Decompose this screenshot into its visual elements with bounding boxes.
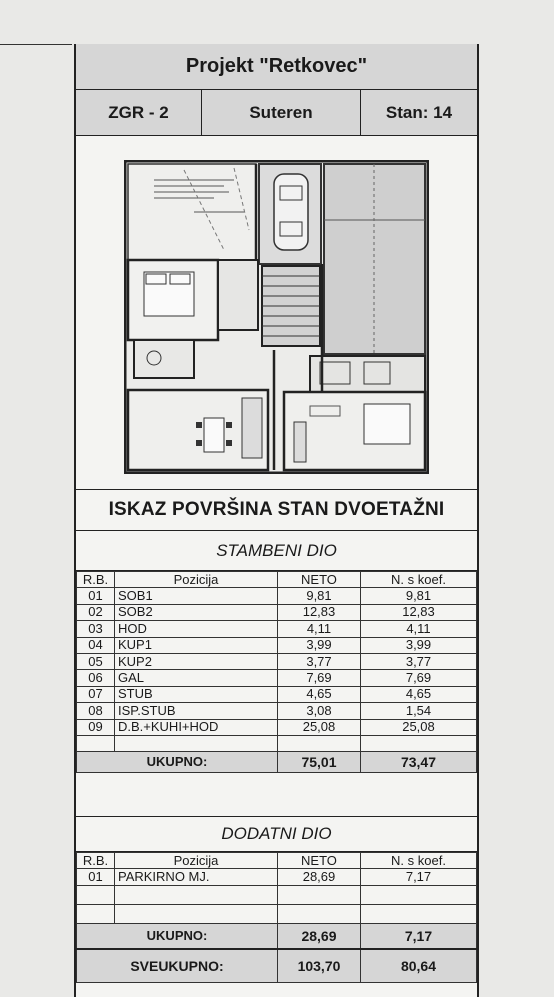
col-pozicija: Pozicija (115, 572, 278, 588)
dodatni-title: DODATNI DIO (221, 824, 332, 843)
stambeni-title: STAMBENI DIO (216, 540, 337, 560)
koef: 3,99 (361, 637, 477, 653)
iskaz-title-row (76, 489, 477, 531)
project-title: Projekt "Retkovec" (185, 55, 368, 77)
col-rb: R.B. (77, 853, 115, 869)
rb: 05 (77, 653, 115, 669)
project-title-row (76, 44, 477, 90)
stambeni-header-row (77, 572, 477, 588)
table-row (77, 621, 477, 637)
pozicija: HOD (115, 621, 278, 637)
table-row (77, 686, 477, 702)
rb: 07 (77, 686, 115, 702)
col-rb: R.B. (77, 572, 115, 588)
dodatni-section-row (76, 816, 477, 852)
empty-row (77, 904, 477, 923)
koef: 3,77 (361, 653, 477, 669)
sveukupno-koef: 80,64 (361, 949, 477, 983)
rb: 01 (77, 588, 115, 604)
pozicija: D.B.+KUHI+HOD (115, 719, 278, 735)
koef: 4,65 (361, 686, 477, 702)
stambeni-table (76, 571, 477, 773)
table-row (77, 604, 477, 620)
col-koef: N. s koef. (361, 572, 477, 588)
table-row (77, 719, 477, 735)
pozicija: ISP.STUB (115, 703, 278, 719)
col-koef: N. s koef. (361, 853, 477, 869)
sveukupno-label: SVEUKUPNO: (77, 949, 278, 983)
rb: 09 (77, 719, 115, 735)
pozicija: KUP2 (115, 653, 278, 669)
neto: 9,81 (278, 588, 361, 604)
rb: 08 (77, 703, 115, 719)
koef: 9,81 (361, 588, 477, 604)
table-row (77, 703, 477, 719)
col-neto: NETO (278, 853, 361, 869)
neto: 3,08 (278, 703, 361, 719)
page-rule (0, 44, 72, 45)
rb: 04 (77, 637, 115, 653)
stambeni-total-row (77, 752, 477, 773)
pozicija: KUP1 (115, 637, 278, 653)
rb: 02 (77, 604, 115, 620)
total-neto: 75,01 (278, 752, 361, 773)
pozicija: SOB2 (115, 604, 278, 620)
rb: 03 (77, 621, 115, 637)
area-schedule-sheet (74, 44, 479, 997)
koef: 12,83 (361, 604, 477, 620)
dodatni-table (76, 852, 477, 983)
table-row (77, 670, 477, 686)
koef: 25,08 (361, 719, 477, 735)
dodatni-total-row (77, 923, 477, 949)
neto: 3,77 (278, 653, 361, 669)
iskaz-title: ISKAZ POVRŠINA STAN DVOETAŽNI (108, 499, 445, 520)
neto: 7,69 (278, 670, 361, 686)
neto: 28,69 (278, 869, 361, 885)
total-label: UKUPNO: (77, 923, 278, 949)
neto: 12,83 (278, 604, 361, 620)
koef: 7,69 (361, 670, 477, 686)
dodatni-header-row (77, 853, 477, 869)
building-label: ZGR - 2 (108, 102, 169, 122)
neto: 4,65 (278, 686, 361, 702)
koef: 1,54 (361, 703, 477, 719)
pozicija: PARKIRNO MJ. (115, 869, 278, 885)
unit-header-row (76, 90, 477, 136)
table-row (77, 869, 477, 885)
pozicija: GAL (115, 670, 278, 686)
unit-label: Stan: 14 (360, 90, 477, 135)
floor-label: Suteren (201, 90, 360, 135)
floor-plan-drawing (124, 160, 429, 474)
neto: 25,08 (278, 719, 361, 735)
koef: 4,11 (361, 621, 477, 637)
table-row (77, 637, 477, 653)
pozicija: SOB1 (115, 588, 278, 604)
neto: 3,99 (278, 637, 361, 653)
table-row (77, 653, 477, 669)
col-neto: NETO (278, 572, 361, 588)
pozicija: STUB (115, 686, 278, 702)
total-neto: 28,69 (278, 923, 361, 949)
koef: 7,17 (361, 869, 477, 885)
total-koef: 73,47 (361, 752, 477, 773)
empty-row (77, 735, 477, 751)
sveukupno-row (77, 949, 477, 983)
neto: 4,11 (278, 621, 361, 637)
stambeni-section-row (76, 531, 477, 571)
col-pozicija: Pozicija (115, 853, 278, 869)
table-row (77, 588, 477, 604)
empty-row (77, 885, 477, 904)
total-label: UKUPNO: (77, 752, 278, 773)
rb: 06 (77, 670, 115, 686)
rb: 01 (77, 869, 115, 885)
total-koef: 7,17 (361, 923, 477, 949)
sveukupno-neto: 103,70 (278, 949, 361, 983)
